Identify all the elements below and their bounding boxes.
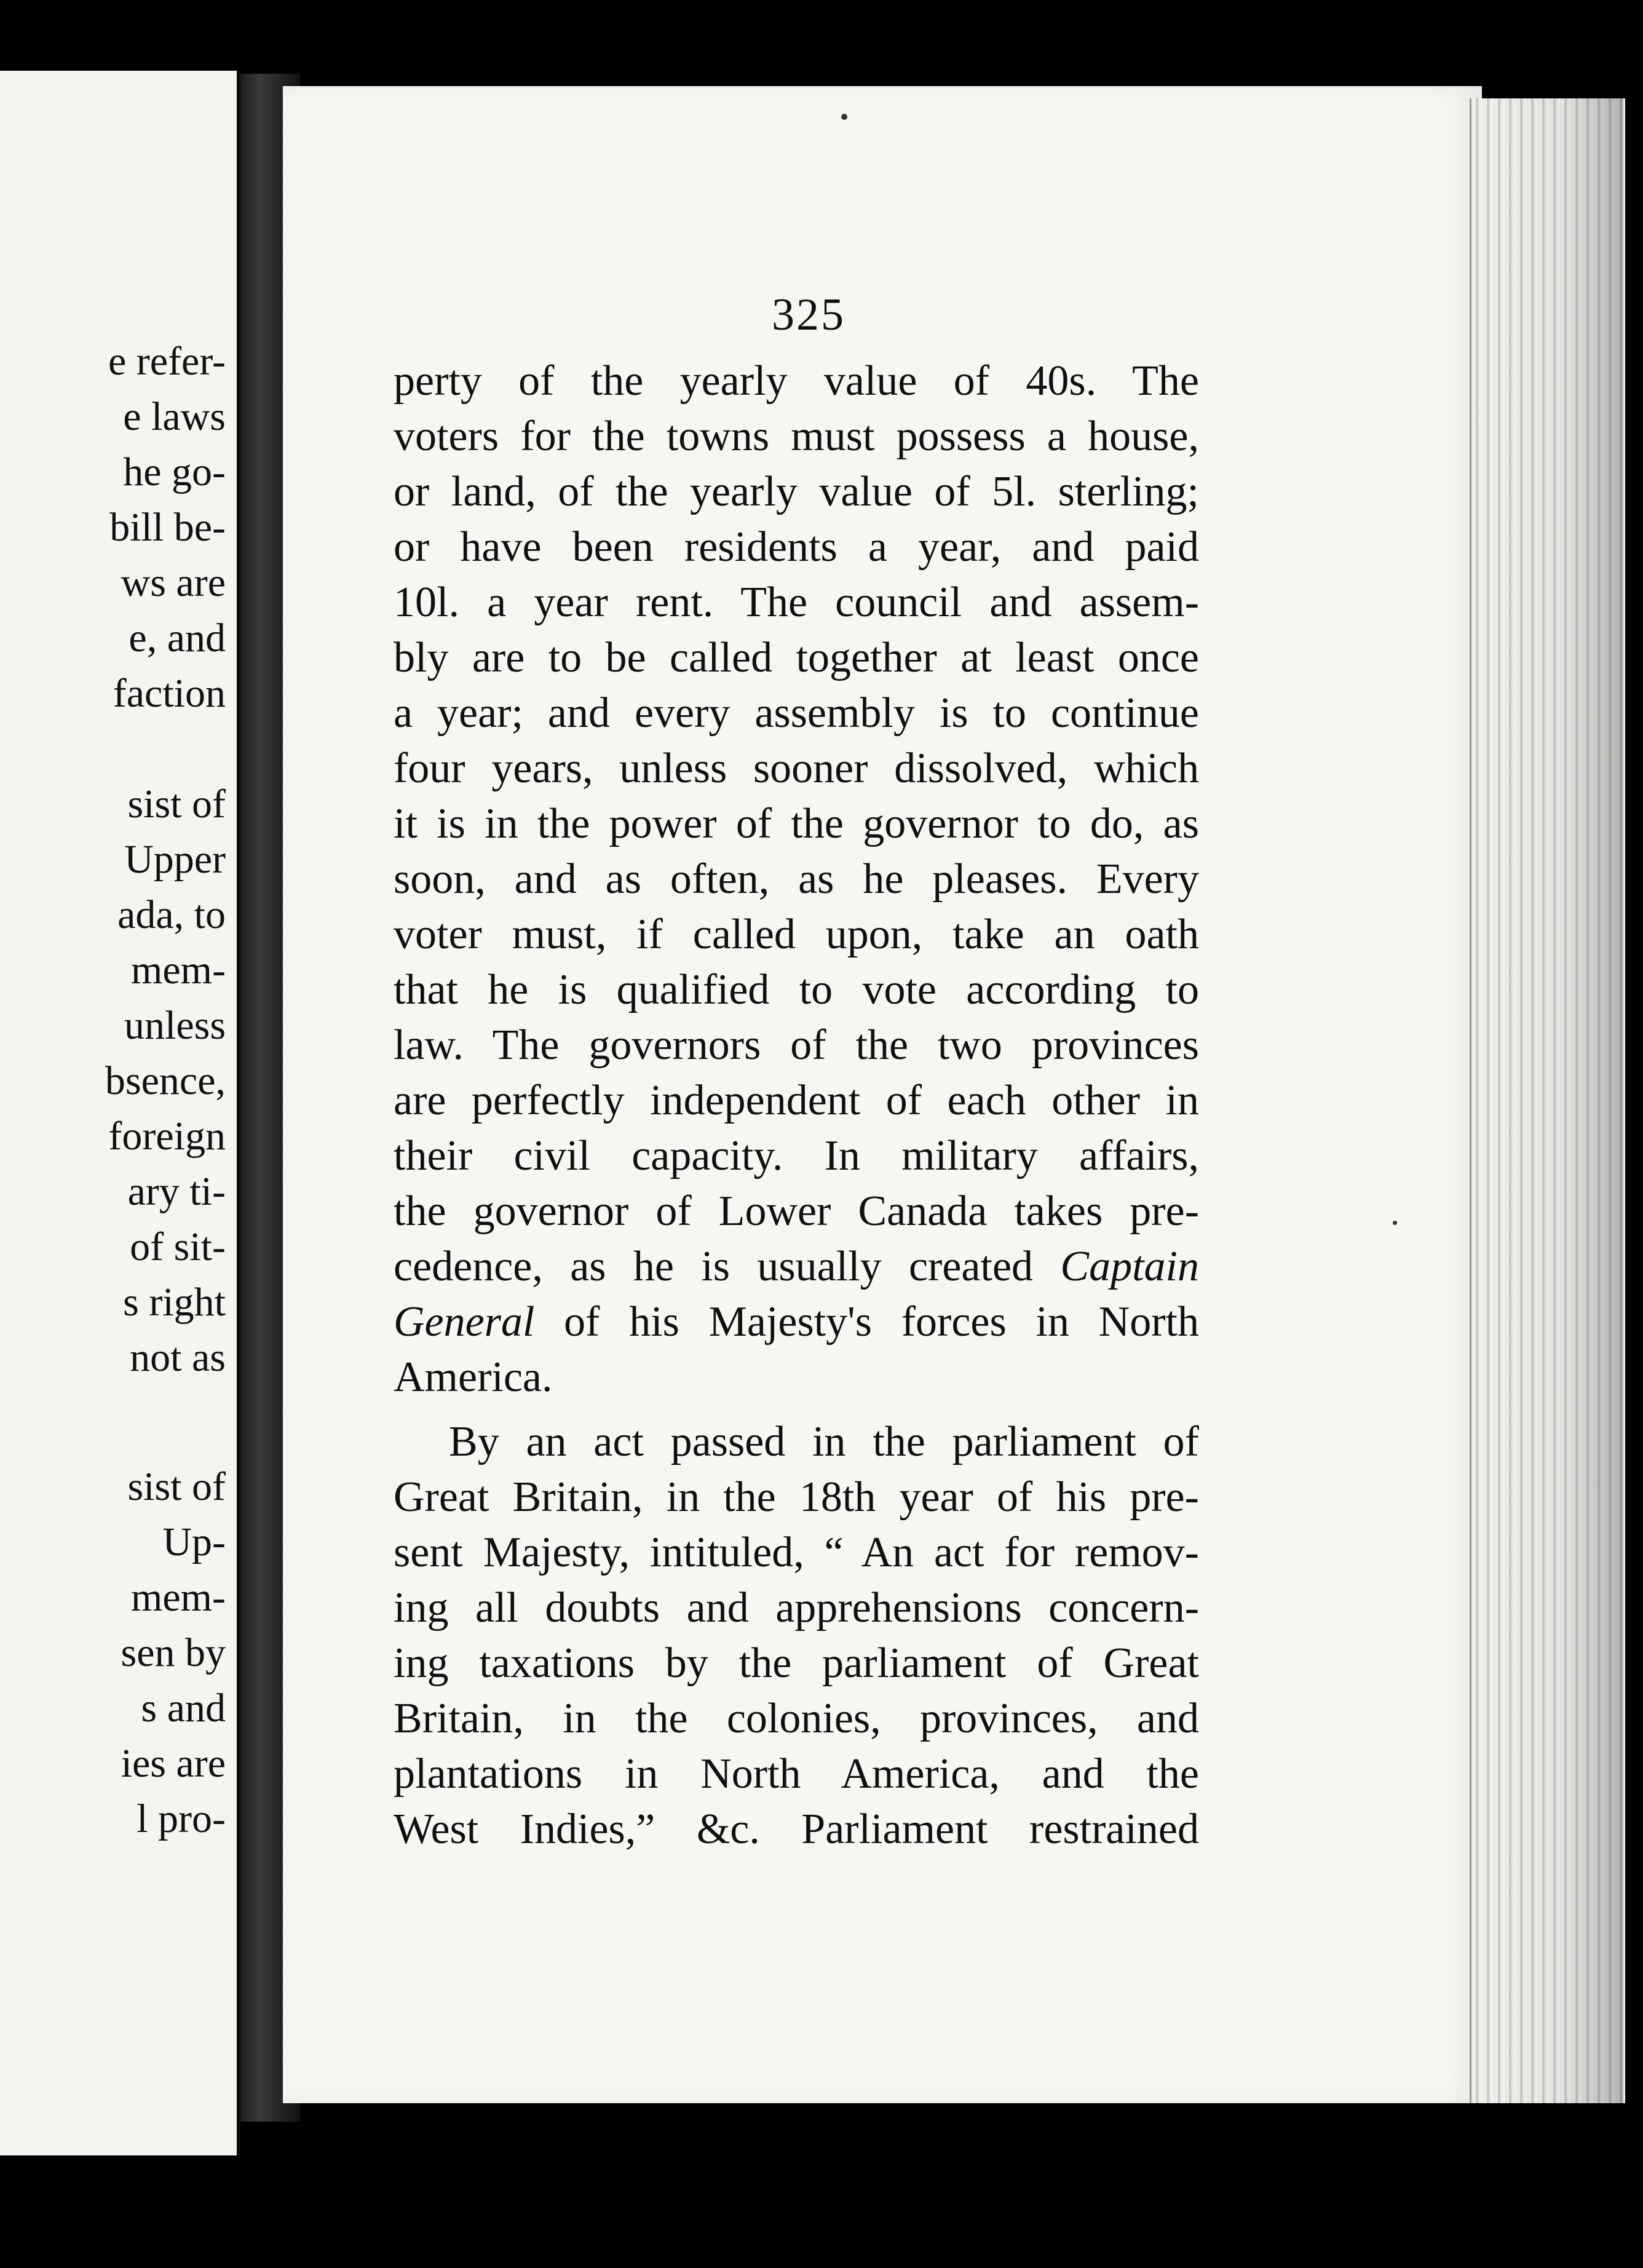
body-text-line: a year; and every assembly is to continue xyxy=(394,689,1199,737)
left-page xyxy=(0,71,240,2155)
body-text-line: 10l. a year rent. The council and assem- xyxy=(394,579,1199,626)
left-text-line: ws are xyxy=(121,560,226,605)
body-text-line: ing taxations by the parliament of Great xyxy=(394,1640,1199,1687)
body-text-line: the governor of Lower Canada takes pre- xyxy=(394,1188,1199,1235)
left-text-line: foreign xyxy=(108,1114,226,1159)
body-text-line: ing all doubts and apprehensions concern- xyxy=(394,1584,1199,1632)
body-text-line xyxy=(394,1298,1199,1346)
left-text-line: Upper xyxy=(124,837,226,882)
left-text-line: e refer- xyxy=(108,339,226,384)
body-text-line: four years, unless sooner dissolved, which xyxy=(394,745,1199,792)
body-text-line: Great Britain, in the 18th year of his pre- xyxy=(394,1473,1199,1521)
left-text-line: ary ti- xyxy=(127,1169,226,1214)
left-text-line: unless xyxy=(124,1003,226,1048)
left-text-line: of sit- xyxy=(130,1224,226,1269)
body-text-line: are perfectly independent of each other in xyxy=(394,1077,1199,1124)
left-text-line: Up- xyxy=(162,1520,226,1564)
body-text-line: that he is qualified to vote according to xyxy=(394,966,1199,1013)
left-text-line: mem- xyxy=(131,948,226,993)
left-text-line: e laws xyxy=(123,394,226,439)
left-text-line: ada, to xyxy=(117,892,226,937)
italic-title-text: General xyxy=(394,1298,535,1346)
left-text-line: sen by xyxy=(121,1630,226,1675)
body-text-line: law. The governors of the two provinces xyxy=(394,1021,1199,1069)
body-text-line: soon, and as often, as he pleases. Every xyxy=(394,855,1199,903)
left-text-line: sist of xyxy=(127,782,226,827)
left-text-line: bill be- xyxy=(109,505,226,550)
italic-title-text: Captain xyxy=(1060,1243,1199,1290)
speck-mark xyxy=(841,114,847,120)
left-text-line: he go- xyxy=(123,450,226,494)
left-text-line: bsence, xyxy=(105,1058,226,1103)
body-text-segment: of his Majesty's forces in North xyxy=(564,1298,1199,1346)
body-text-line: voter must, if called upon, take an oath xyxy=(394,911,1199,958)
left-text-line: s right xyxy=(123,1280,226,1325)
speck-mark xyxy=(1393,1221,1397,1225)
left-text-line: s and xyxy=(141,1686,226,1731)
body-text-line: bly are to be called together at least once xyxy=(394,634,1199,681)
body-text-line: their civil capacity. In military affairs, xyxy=(394,1132,1199,1180)
body-text-line: West Indies,” &c. Parliament restrained xyxy=(394,1806,1199,1853)
body-text-line: voters for the towns must possess a house, xyxy=(394,413,1199,460)
body-text-line: or have been residents a year, and paid xyxy=(394,523,1199,571)
body-text-line: perty of the yearly value of 40s. The xyxy=(394,357,1199,405)
left-text-line: sist of xyxy=(127,1464,226,1509)
left-text-line: e, and xyxy=(129,616,226,660)
body-text-line: it is in the power of the governor to do, as xyxy=(394,800,1199,847)
body-text-line xyxy=(394,1245,1199,1288)
body-text-line: or land, of the yearly value of 5l. sterling; xyxy=(394,468,1199,515)
body-text-line: America. xyxy=(394,1354,553,1401)
body-text-line: Britain, in the colonies, provinces, and xyxy=(394,1695,1199,1742)
left-text-line: not as xyxy=(130,1335,226,1380)
left-text-line: ies are xyxy=(121,1741,226,1786)
body-text-line: plantations in North America, and the xyxy=(394,1750,1199,1798)
left-text-line: faction xyxy=(113,671,226,716)
page-edges-shade xyxy=(1470,98,1623,2103)
left-text-line: l pro- xyxy=(137,1796,226,1841)
left-text-line: mem- xyxy=(131,1575,226,1620)
page-number: 325 xyxy=(772,290,845,340)
body-text-line: sent Majesty, intituled, “ An act for remov- xyxy=(394,1529,1199,1576)
body-text-line: By an act passed in the parliament of xyxy=(449,1418,1199,1465)
body-text-segment: cedence, as he is usually created xyxy=(394,1243,1034,1290)
